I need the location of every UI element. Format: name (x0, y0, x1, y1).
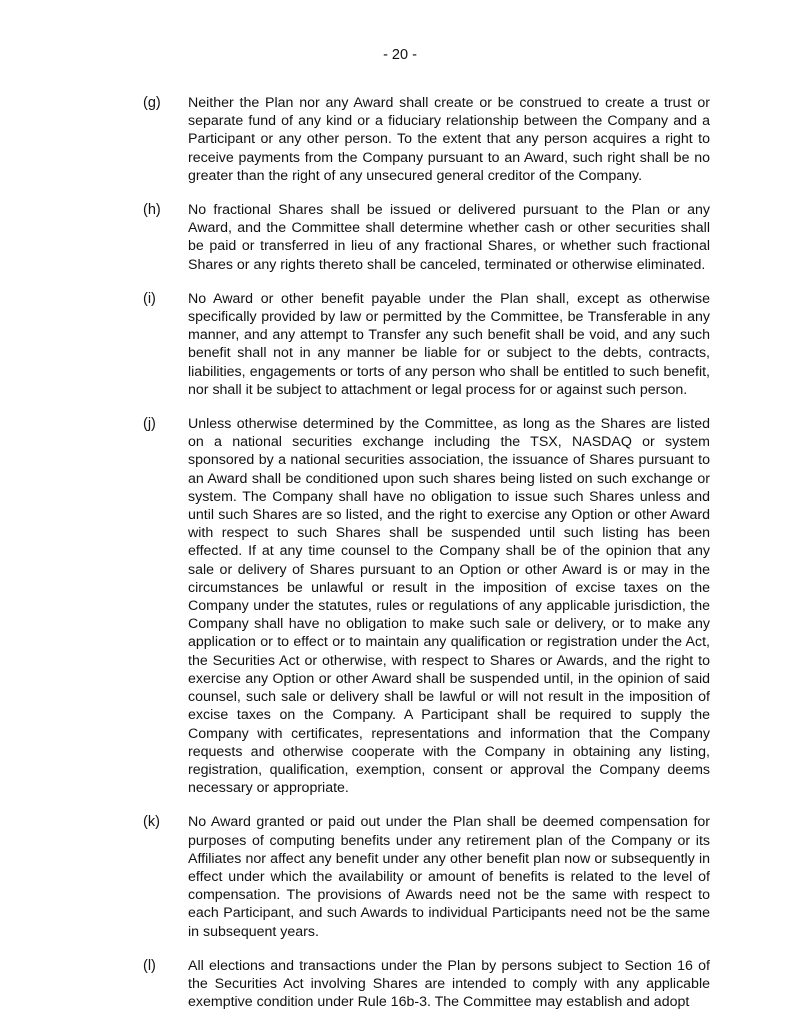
clause-label: (h) (143, 202, 161, 219)
clause-i (143, 290, 710, 399)
clause-text: No Award or other benefit payable under the Plan shall, except as otherwise specifically provided by law or permitted by the Committee, be Transferable in any manner, and any attempt to Transfer any such benefit shall be void, and any such benefit shall not in any manner be liable for or subject to the debts, contracts, liabilities, engagements or torts of any person who shall be entitled to such benefit, nor shall it be subject to attachment or legal process for or against such person. (188, 290, 710, 398)
clause-l (143, 957, 710, 1012)
clause-label: (l) (143, 957, 156, 974)
clause-text: No Award granted or paid out under the Plan shall be deemed compensation for purposes of computing benefits under any retirement plan of the Company or its Affiliates nor affect any benefit under any other benefit plan now or subsequently in effect under which the availability or amount of benefits is related to the level of compensation. The provisions of Awards need not be the same with respect to each Participant, and such Awards to individual Participants need not be the same in subsequent years. (188, 814, 710, 940)
clause-k (143, 813, 710, 940)
clause-j (143, 415, 710, 797)
clause-g (143, 94, 710, 185)
page-number: - 20 - (383, 47, 417, 63)
clause-label: (i) (143, 290, 156, 307)
clause-label: (k) (143, 814, 160, 831)
clause-h (143, 201, 710, 274)
clause-label: (j) (143, 416, 156, 433)
clause-list (143, 94, 710, 1027)
clause-text: Unless otherwise determined by the Committee, as long as the Shares are listed on a national securities exchange including the TSX, NASDAQ or system sponsored by a national securities association, the issuance of Shares pursuant to an Award shall be conditioned upon such shares being listed on such exchange or system. The Company shall have no obligation to issue such Shares unless and until such Shares are so listed, and the right to exercise any Option or other Award with respect to such Shares shall be suspended until such listing has been effected. If at any time counsel to the Company shall be of the opinion that any sale or delivery of Shares pursuant to an Option or other Award is or may in the circumstances be unlawful or result in the imposition of excise taxes on the Company under the statutes, rules or regulations of any applicable jurisdiction, the Company shall have no obligation to make such sale or delivery, or to make any application or to effect or to maintain any qualification or registration under the Act, the Securities Act or otherwise, with respect to Shares or Awards, and the right to exercise any Option or other Award shall be suspended until, in the opinion of said counsel, such sale or delivery shall be lawful or will not result in the imposition of excise taxes on the Company. A Participant shall be required to supply the Company with certificates, representations and information that the Company requests and otherwise cooperate with the Company in obtaining any listing, registration, qualification, exemption, consent or approval the Company deems necessary or appropriate. (188, 416, 710, 797)
clause-text: No fractional Shares shall be issued or delivered pursuant to the Plan or any Award, and the Committee shall determine whether cash or other securities shall be paid or transferred in lieu of any fractional Shares, or whether such fractional Shares or any rights thereto shall be canceled, terminated or otherwise eliminated. (188, 202, 710, 273)
clause-text: All elections and transactions under the Plan by persons subject to Section 16 of the Securities Act involving Shares are intended to comply with any applicable exemptive condition under Rule 16b-3. The Committee may establish and adopt (188, 957, 710, 1011)
clause-label: (g) (143, 95, 161, 111)
clause-text: Neither the Plan nor any Award shall create or be construed to create a trust or separate fund of any kind or a fiduciary relationship between the Company and a Participant or any other person. To the extent that any person acquires a right to receive payments from the Company pursuant to an Award, such right shall be no greater than the right of any unsecured general creditor of the Company. (188, 95, 710, 184)
